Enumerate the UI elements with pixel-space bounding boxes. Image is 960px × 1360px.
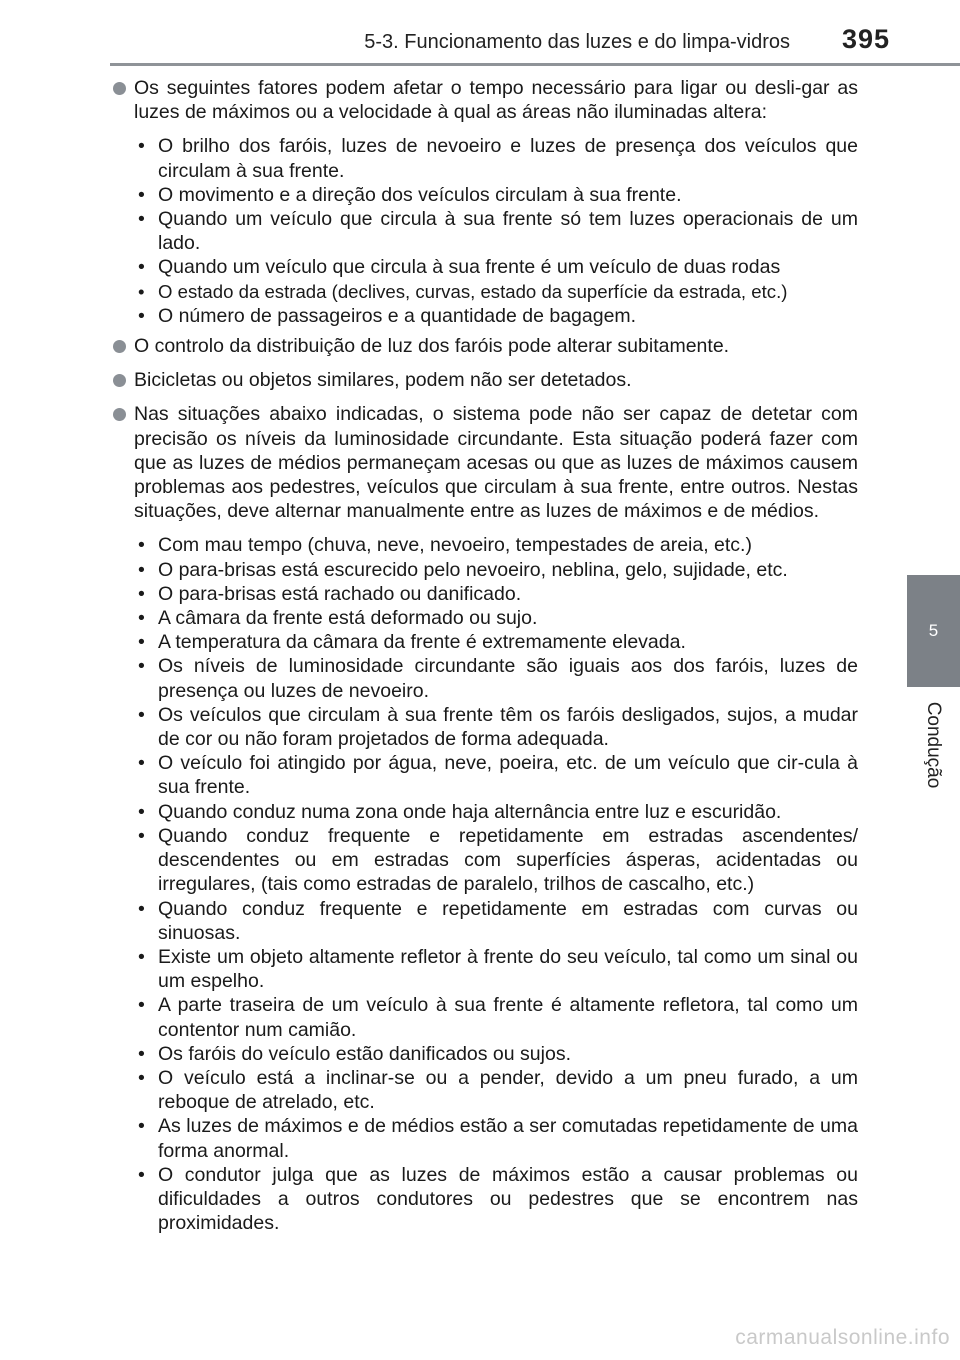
list-item-text: O estado da estrada (declives, curvas, estado da superfície da estrada, etc.) <box>158 280 788 302</box>
bullet-dot-icon <box>113 340 126 353</box>
paragraph-text: O controlo da distribuição de luz dos faróis pode alterar subitamente. <box>134 335 730 358</box>
list-item <box>134 558 858 582</box>
bullet-icon: • <box>138 824 145 847</box>
bullet-icon: • <box>138 655 145 678</box>
bullet-icon: • <box>138 631 145 654</box>
paragraph-text: Nas situações abaixo indicadas, o sistema pode não ser capaz de detetar com precisão os níveis da luminosidade circundante. Esta situação poderá fazer com que as luzes de médios permaneçam acesas ou que as luzes de máximos causem problemas aos pedestres, veículos que circulam à sua frente, entre outros. Nestas situações, deve alternar manualmente entre as luzes de máximos e de médios. <box>134 403 858 523</box>
bullet-icon: • <box>138 534 145 557</box>
list-item <box>134 751 858 799</box>
bullet-icon: • <box>138 897 145 920</box>
watermark: carmanualsonline.info <box>735 1326 950 1349</box>
list-item-text: A temperatura da câmara da frente é extremamente elevada. <box>158 631 686 654</box>
list-item <box>134 255 858 279</box>
list-item <box>134 533 858 557</box>
chapter-tab <box>907 575 960 687</box>
chapter-label-area <box>907 690 960 800</box>
bullet-icon: • <box>138 280 145 302</box>
list-item <box>134 654 858 702</box>
list-item-text: Os faróis do veículo estão danificados ou sujos. <box>158 1042 571 1065</box>
list-item-text: O movimento e a direção dos veículos circulam à sua frente. <box>158 183 682 206</box>
list-item-text: A câmara da frente está deformado ou sujo. <box>158 607 538 630</box>
bullet-icon: • <box>138 208 145 231</box>
list-item <box>134 800 858 824</box>
list-item-text: A parte traseira de um veículo à sua frente é altamente refletora, tal como um contentor num camião. <box>158 994 858 1041</box>
list-item <box>134 606 858 630</box>
list-item <box>134 280 858 304</box>
list-item-text: Quando um veículo que circula à sua frente é um veículo de duas rodas <box>158 256 781 279</box>
page-content <box>112 76 858 1241</box>
list-item <box>134 1066 858 1114</box>
list-item-text: Os níveis de luminosidade circundante são iguais aos dos faróis, luzes de presença ou luzes de nevoeiro. <box>158 655 858 702</box>
list-item-text: Quando conduz numa zona onde haja alternância entre luz e escuridão. <box>158 800 782 823</box>
bullet-dot-icon <box>113 408 126 421</box>
bullet-icon: • <box>138 1042 145 1065</box>
list-item <box>134 207 858 255</box>
page-header <box>0 0 960 64</box>
bullet-icon: • <box>138 945 145 968</box>
page-number: 395 <box>841 24 890 54</box>
bullet-dot-icon <box>113 82 126 95</box>
list-item-text: Os veículos que circulam à sua frente têm os faróis desligados, sujos, a mudar de cor ou não foram projetados de forma adequada. <box>158 703 858 751</box>
bullet-icon: • <box>138 256 145 279</box>
bullet-icon: • <box>138 703 145 726</box>
paragraph-light-distribution <box>112 334 858 358</box>
list-item <box>134 134 858 182</box>
list-item-text: Existe um objeto altamente refletor à frente do seu veículo, tal como um sinal ou um espelho. <box>158 945 858 993</box>
bullet-icon: • <box>138 135 145 158</box>
bullet-icon: • <box>138 1163 145 1186</box>
bullet-icon: • <box>138 183 145 206</box>
bullet-icon: • <box>138 994 145 1017</box>
list-item <box>134 1163 858 1236</box>
bullet-icon: • <box>138 558 145 581</box>
factors-list <box>134 134 858 328</box>
paragraph-text: Bicicletas ou objetos similares, podem não ser detetados. <box>134 369 632 392</box>
paragraph-factors <box>112 76 858 124</box>
header-rule <box>110 63 960 66</box>
paragraph-situations <box>112 402 858 523</box>
bullet-icon: • <box>138 800 145 823</box>
bullet-icon: • <box>138 1066 145 1089</box>
bullet-dot-icon <box>113 374 126 387</box>
bullet-icon: • <box>138 607 145 630</box>
section-title: 5-3. Funcionamento das luzes e do limpa-vidros <box>364 31 790 53</box>
list-item-text: O veículo foi atingido por água, neve, poeira, etc. de um veículo que cir-cula à sua frente. <box>158 752 858 799</box>
list-item-text: O brilho dos faróis, luzes de nevoeiro e luzes de presença dos veículos que circulam à sua frente. <box>158 135 858 182</box>
list-item-text: O veículo está a inclinar-se ou a pender, devido a um pneu furado, a um reboque de atrelado, etc. <box>158 1066 858 1114</box>
chapter-number: 5 <box>928 621 939 640</box>
list-item <box>134 1042 858 1066</box>
list-item <box>134 582 858 606</box>
paragraph-text: Os seguintes fatores podem afetar o tempo necessário para ligar ou desli-gar as luzes de máximos ou a velocidade à qual as áreas não iluminadas altera: <box>134 77 858 124</box>
list-item <box>134 304 858 328</box>
list-item <box>134 1114 858 1162</box>
list-item <box>134 945 858 993</box>
list-item-text: Quando conduz frequente e repetidamente em estradas ascendentes/ descendentes ou em estradas com superfícies ásperas, acidentadas ou irregulares, (tais como estradas de paralelo, trilhos de cascalho, etc.) <box>158 824 858 896</box>
paragraph-bicycles <box>112 368 858 392</box>
bullet-icon: • <box>138 1115 145 1138</box>
list-item <box>134 183 858 207</box>
list-item <box>134 630 858 654</box>
list-item <box>134 897 858 945</box>
list-item-text: Quando conduz frequente e repetidamente em estradas com curvas ou sinuosas. <box>158 897 858 944</box>
situations-list <box>134 533 858 1235</box>
list-item-text: O condutor julga que as luzes de máximos estão a causar problemas ou dificuldades a outros condutores ou pedestres que se encontrem nas proximidades. <box>158 1163 858 1235</box>
list-item-text: O para-brisas está escurecido pelo nevoeiro, neblina, gelo, sujidade, etc. <box>158 558 788 581</box>
bullet-icon: • <box>138 582 145 605</box>
list-item-text: Quando um veículo que circula à sua frente só tem luzes operacionais de um lado. <box>158 208 858 255</box>
bullet-icon: • <box>138 304 145 327</box>
list-item-text: O para-brisas está rachado ou danificado. <box>158 582 522 605</box>
list-item <box>134 824 858 897</box>
chapter-label: Condução <box>923 701 944 789</box>
bullet-icon: • <box>138 752 145 775</box>
list-item <box>134 993 858 1041</box>
list-item <box>134 703 858 751</box>
list-item-text: As luzes de máximos e de médios estão a ser comutadas repetidamente de uma forma anormal. <box>158 1115 858 1162</box>
list-item-text: O número de passageiros e a quantidade de bagagem. <box>158 304 637 327</box>
list-item-text: Com mau tempo (chuva, neve, nevoeiro, tempestades de areia, etc.) <box>158 534 752 557</box>
